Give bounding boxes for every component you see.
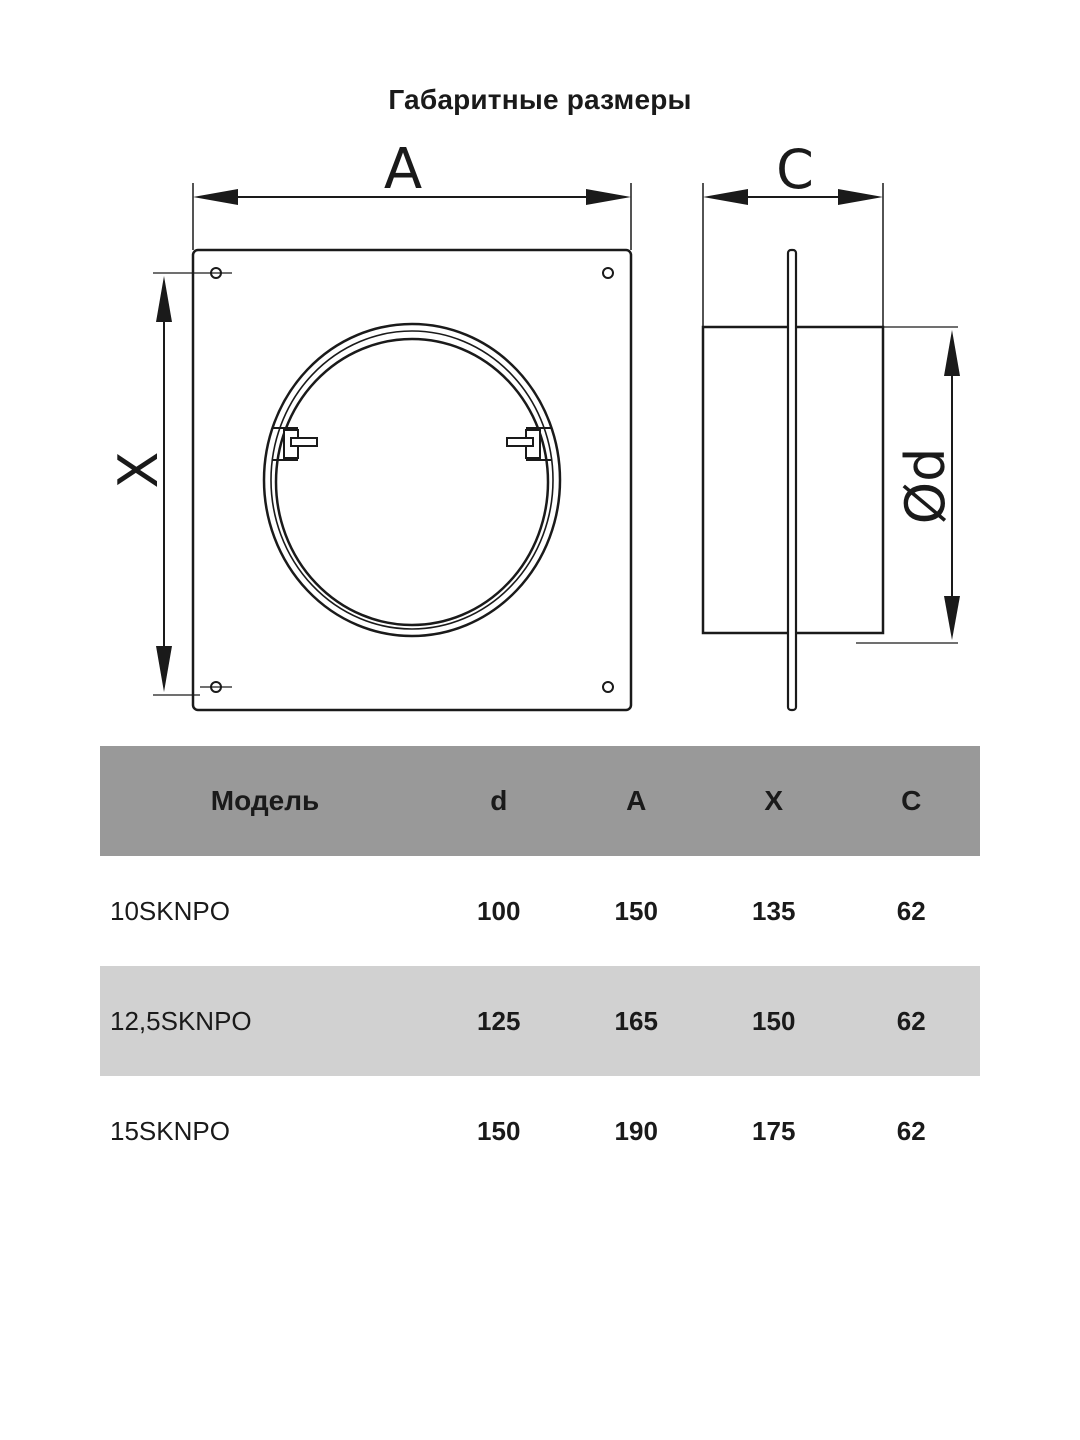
header-c: C <box>901 785 922 816</box>
cell-a: 150 <box>614 895 658 926</box>
table-row <box>100 856 980 966</box>
screw-hole-icon <box>603 682 613 692</box>
cell-d: 100 <box>477 895 521 926</box>
cell-x: 175 <box>752 1115 796 1146</box>
screw-hole-icon <box>603 268 613 278</box>
label-x: X <box>107 451 170 489</box>
front-plate <box>193 250 631 710</box>
dimensions-table <box>100 746 980 1186</box>
collar-ring-inner <box>276 339 548 625</box>
label-a: A <box>383 137 423 202</box>
cell-c: 62 <box>896 1115 926 1146</box>
cell-x: 135 <box>752 895 796 926</box>
cell-model: 12,5SKNPO <box>110 1005 252 1036</box>
header-x: X <box>764 785 784 816</box>
header-d: d <box>490 785 508 816</box>
cell-model: 10SKNPO <box>110 895 230 926</box>
table-row <box>100 1076 980 1186</box>
cell-a: 165 <box>614 1005 658 1036</box>
cell-a: 190 <box>614 1115 658 1146</box>
header-a: A <box>626 785 647 816</box>
flange-plate <box>788 250 796 710</box>
collar-ring-outer <box>264 324 560 636</box>
label-diameter: Ød <box>894 447 957 525</box>
cell-d: 125 <box>477 1005 521 1036</box>
cell-d: 150 <box>477 1115 521 1146</box>
cell-x: 150 <box>752 1005 796 1036</box>
header-model: Модель <box>210 785 320 816</box>
label-c: C <box>776 138 814 201</box>
collar-ring-mid <box>271 331 553 629</box>
table-header-row <box>100 746 980 856</box>
page-title: Габаритные размеры <box>388 84 692 115</box>
table-row <box>100 966 980 1076</box>
cell-model: 15SKNPO <box>110 1115 230 1146</box>
front-view <box>193 250 631 710</box>
cell-c: 62 <box>896 895 926 926</box>
side-view <box>703 250 883 710</box>
cell-c: 62 <box>896 1005 926 1036</box>
